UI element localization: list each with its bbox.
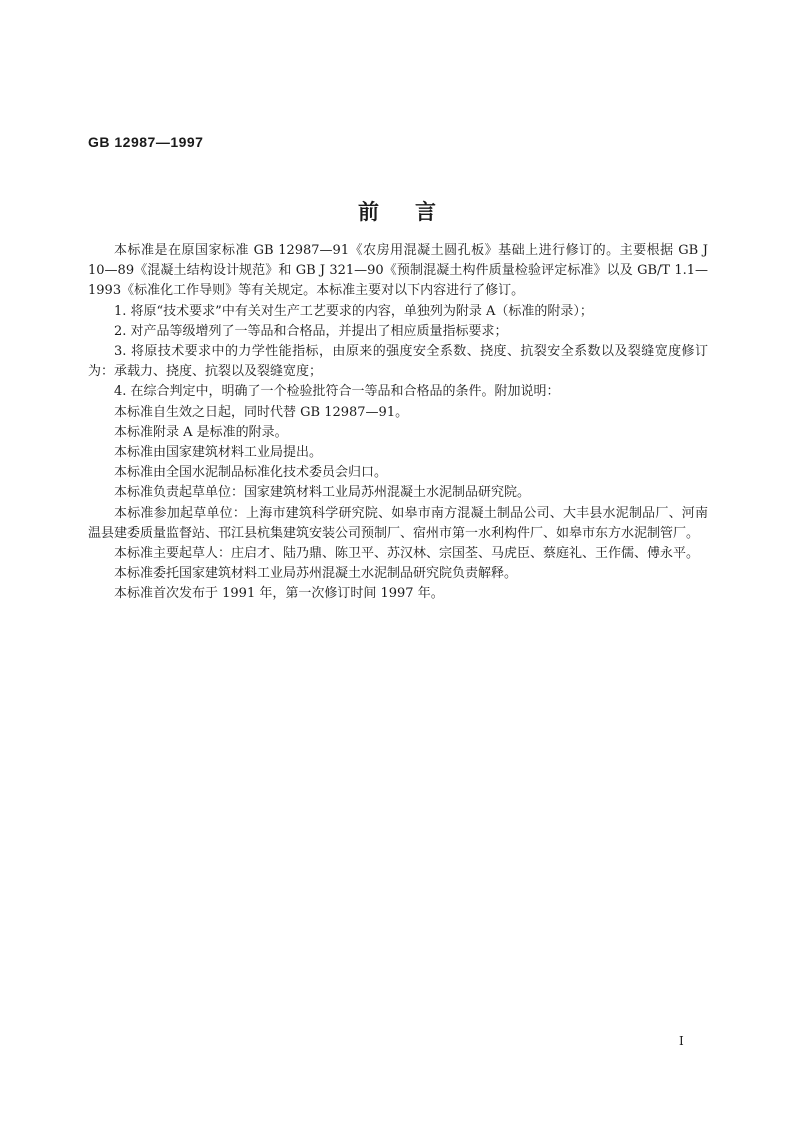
paragraph-main-drafters: 本标准主要起草人：庄启才、陆乃鼎、陈卫平、苏汉林、宗国荃、马虎臣、蔡庭礼、王作儒、傅永平。 bbox=[114, 546, 700, 562]
paragraph-item-2: 2. 对产品等级增列了一等品和合格品，并提出了相应质量指标要求； bbox=[114, 323, 508, 339]
paragraph-history: 本标准首次发布于 1991 年，第一次修订时间 1997 年。 bbox=[114, 586, 444, 602]
paragraph-intro: 本标准是在原国家标准 GB 12987—91《农房用混凝土圆孔板》基础上进行修订的。主要根据 GB J 10—89《混凝土结构设计规范》和 GB J 321—90《预制混凝土构件质量检验评定标准》以及 GB/T 1.1—1993《标准化工作导则》等有关规定。本标准主要对以下内容进行了修订。 bbox=[88, 243, 708, 299]
paragraph-interpretation: 本标准委托国家建筑材料工业局苏州混凝土水泥制品研究院负责解释。 bbox=[114, 566, 518, 582]
paragraph-proposer: 本标准由国家建筑材料工业局提出。 bbox=[114, 445, 323, 461]
paragraph-item-1: 1. 将原“技术要求”中有关对生产工艺要求的内容，单独列为附录 A（标准的附录）； bbox=[114, 303, 593, 319]
page-number: I bbox=[679, 1034, 684, 1048]
paragraph-item-3: 3. 将原技术要求中的力学性能指标，由原来的强度安全系数、挠度、抗裂安全系数以及裂缝宽度修订为：承载力、挠度、抗裂以及裂缝宽度； bbox=[88, 344, 708, 380]
paragraph-effective-date: 本标准自生效之日起，同时代替 GB 12987—91。 bbox=[114, 404, 409, 420]
paragraph-appendix: 本标准附录 A 是标准的附录。 bbox=[114, 424, 288, 440]
standard-code: GB 12987—1997 bbox=[88, 134, 204, 150]
document-body bbox=[88, 241, 708, 605]
paragraph-participating-drafters: 本标准参加起草单位：上海市建筑科学研究院、如皋市南方混凝土制品公司、大丰县水泥制品厂、河南温县建委质量监督站、邗江县杭集建筑安装公司预制厂、宿州市第一水利构件厂、如皋市东方水泥制管厂。 bbox=[88, 505, 708, 541]
paragraph-lead-drafter: 本标准负责起草单位：国家建筑材料工业局苏州混凝土水泥制品研究院。 bbox=[114, 485, 531, 501]
paragraph-item-4: 4. 在综合判定中，明确了一个检验批符合一等品和合格品的条件。附加说明： bbox=[114, 384, 560, 400]
paragraph-committee: 本标准由全国水泥制品标准化技术委员会归口。 bbox=[114, 465, 388, 481]
page-title: 前言 bbox=[358, 200, 472, 224]
